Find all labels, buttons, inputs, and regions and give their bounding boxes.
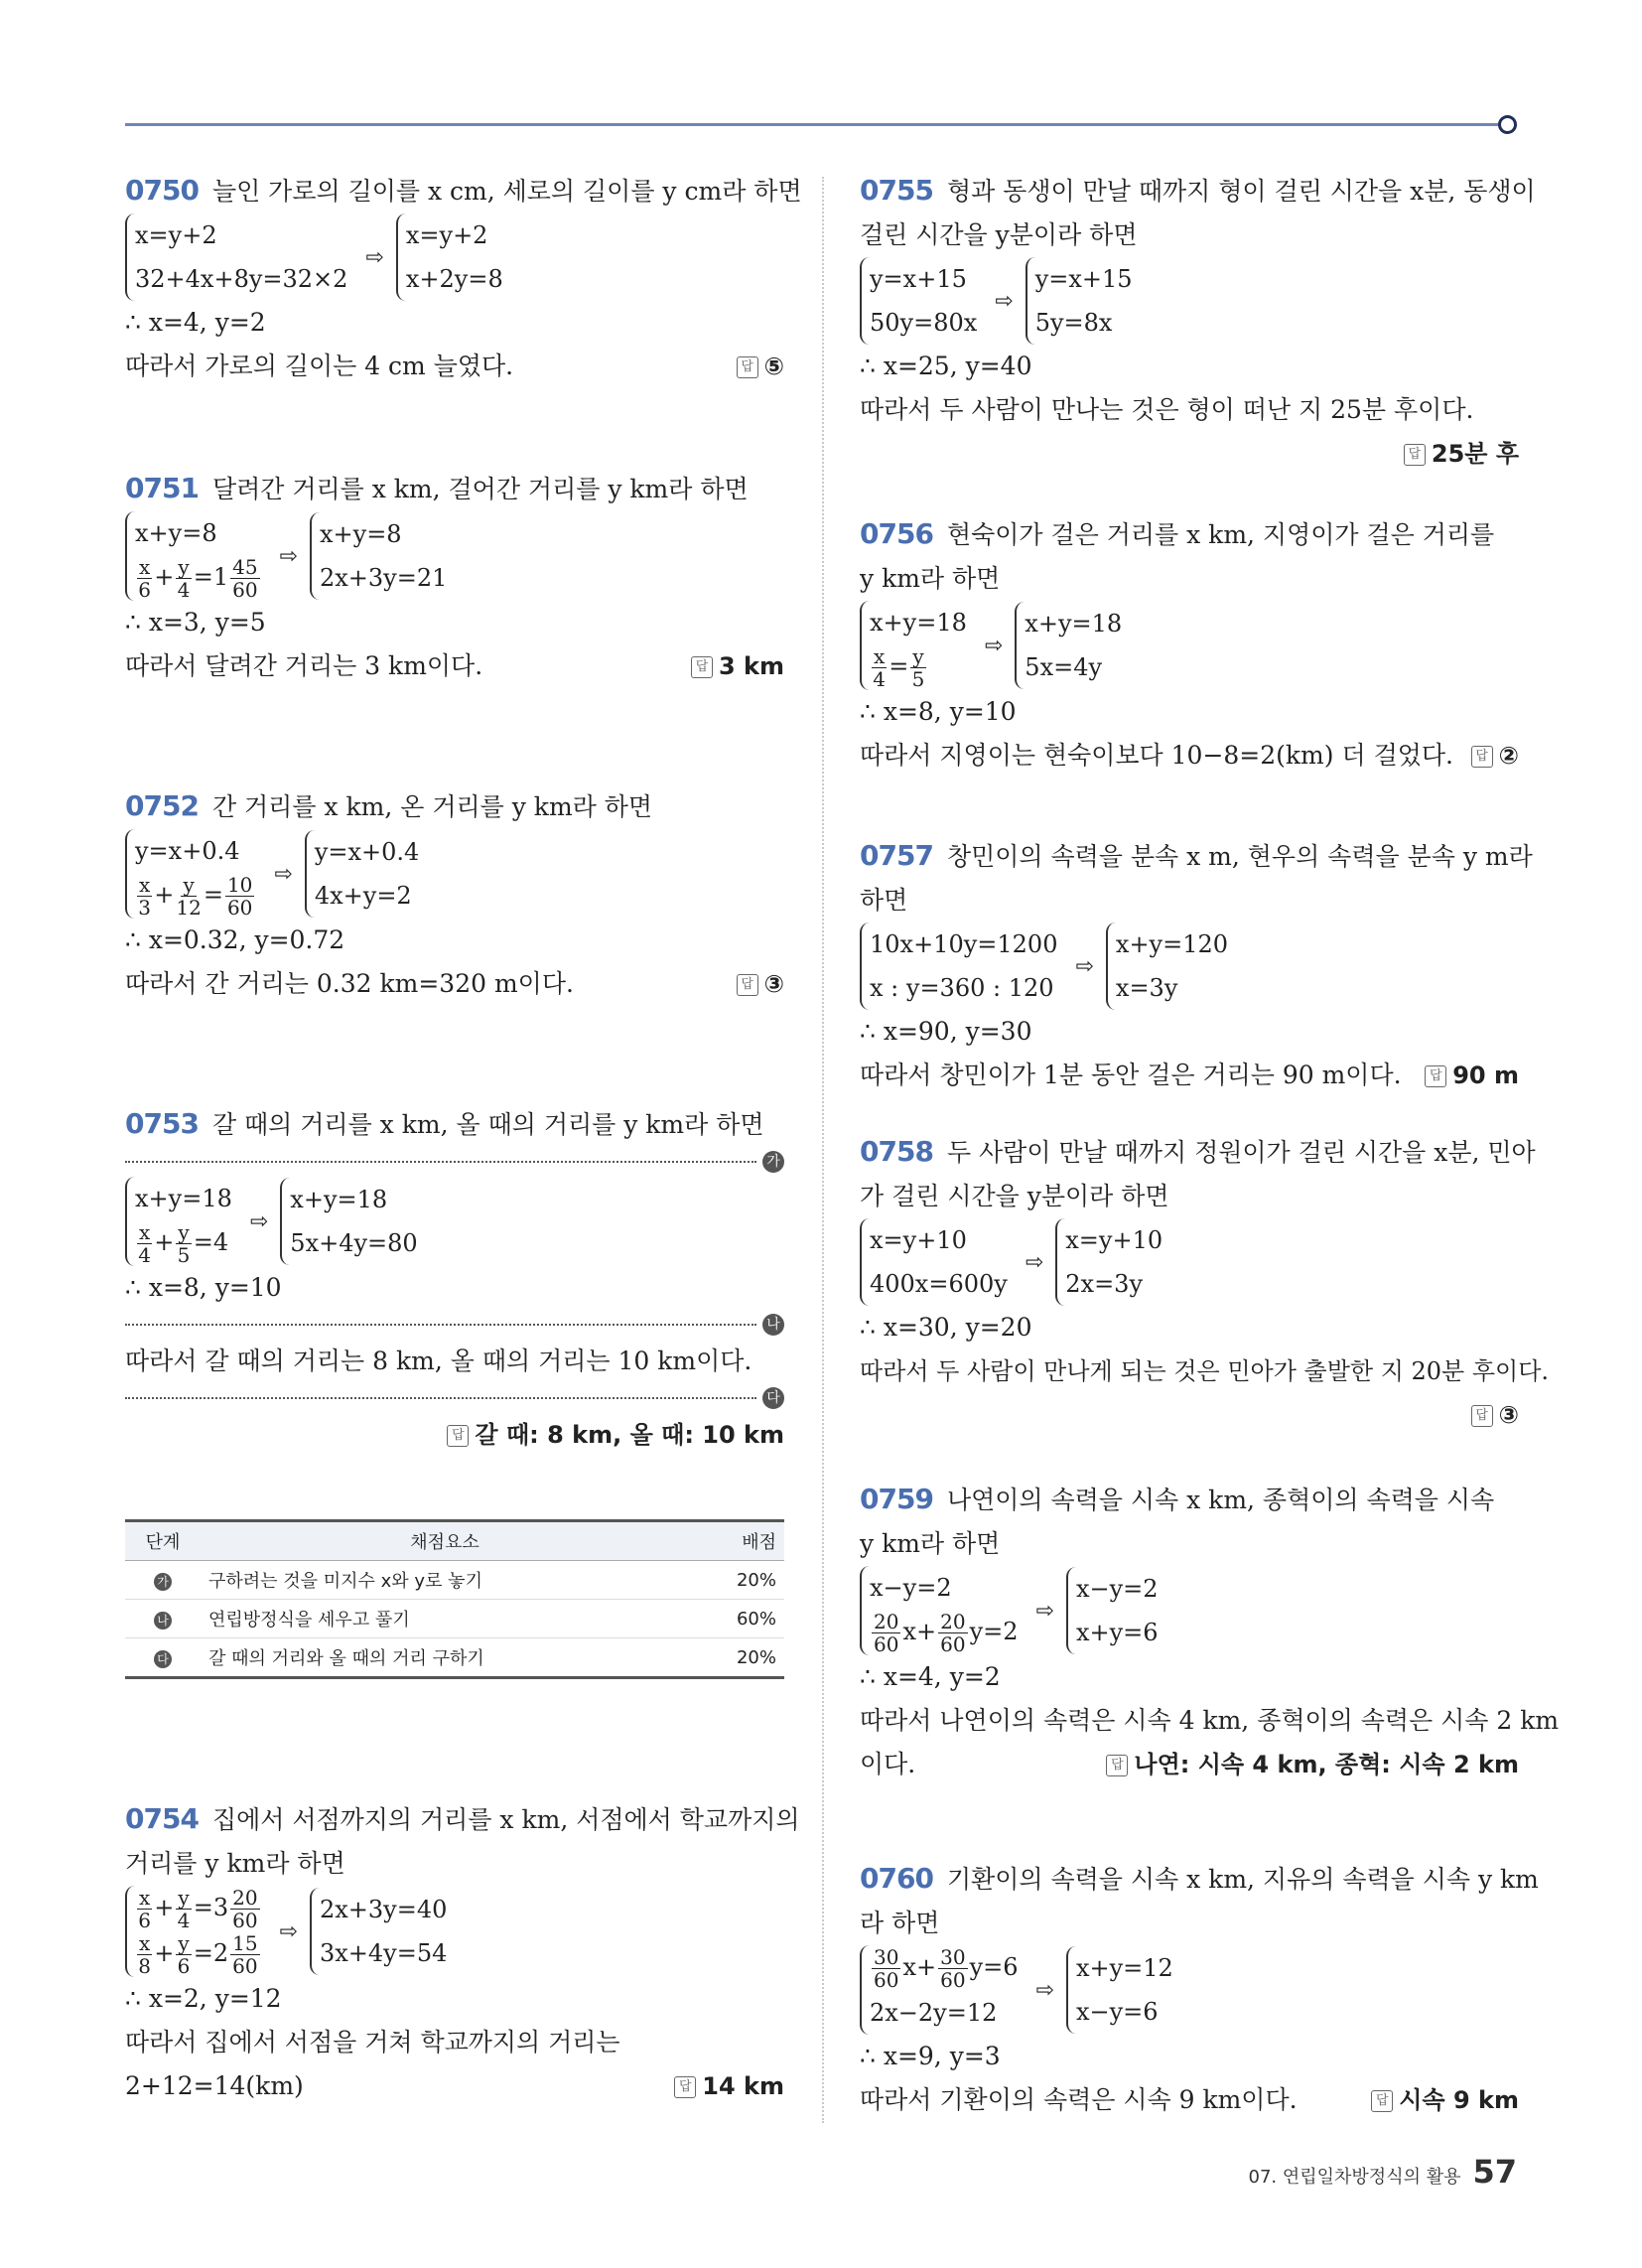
text-span: x=3y xyxy=(1115,974,1178,1002)
solution: ∴ x=3, y=5 xyxy=(125,608,266,637)
arrow-icon: ⇨ xyxy=(279,1918,298,1944)
problem-number: 0750 xyxy=(125,174,199,207)
text-span: x xyxy=(139,1886,151,1910)
equation-system: x+y=8 $\frac{x}{6}$ + $\frac{y}{4}$ =1 $\frac{45}{60}$ ⇨ x+y=8 2x+3y=21 xyxy=(125,511,784,601)
text-span: 20 xyxy=(940,1610,966,1633)
text-span: 20 xyxy=(874,1610,899,1633)
equation-system: $\frac{x}{6}$ + $\frac{y}{4}$ =3 $\frac{20}{60}$ $\frac{x}{8}$ + $\frac{y}{6}$ =2 $\frac{15}{60}$ ⇨ 2x+3y=40 3x+4y=54 xyxy=(125,1886,784,1977)
problem-intro: 간 거리를 x km, 온 거리를 y km라 하면 xyxy=(211,792,653,821)
answer xyxy=(1106,1743,1519,1786)
arrow-icon: ⇨ xyxy=(279,543,298,569)
solution: ∴ x=0.32, y=0.72 xyxy=(125,925,345,954)
text-span: 90 m xyxy=(1452,1062,1519,1089)
text-span: 거리를 y km라 하면 xyxy=(125,1849,345,1878)
equation-system xyxy=(860,922,1519,1010)
equation-system xyxy=(860,257,1519,345)
solution: ∴ x=9, y=3 xyxy=(860,2042,1001,2070)
arrow-icon: ⇨ xyxy=(274,861,293,887)
text-span: 60 xyxy=(232,578,258,602)
conclusion: 따라서 갈 때의 거리는 8 km, 올 때의 거리는 10 km이다. xyxy=(125,1347,753,1375)
problem-number: 0760 xyxy=(860,1862,933,1895)
conclusion: 따라서 두 사람이 만나게 되는 것은 민아가 출발한 지 20분 후이다. xyxy=(860,1357,1550,1385)
text-span: y xyxy=(178,555,190,579)
text-span: 20% xyxy=(689,1561,784,1600)
text-span: 20% xyxy=(689,1638,784,1678)
arrow-icon: ⇨ xyxy=(1035,1598,1054,1624)
text-span: x−y=2 xyxy=(1075,1575,1159,1603)
text-span: x xyxy=(139,873,151,897)
text-span: 5 xyxy=(177,1243,191,1267)
problem-0755 xyxy=(860,169,1536,476)
problem-intro: 기환이의 속력을 시속 x km, 지유의 속력을 시속 y km xyxy=(946,1865,1539,1894)
problem-number: 0751 xyxy=(125,472,199,504)
text-span: 60 xyxy=(232,1909,258,1932)
text-span: 32+4x+8y=32×2 xyxy=(135,265,348,293)
text-span: y km라 하면 xyxy=(860,564,1001,593)
answer xyxy=(691,644,784,688)
text-span: 4 xyxy=(138,1243,151,1267)
answer-icon: 답 xyxy=(1371,2090,1393,2112)
problem-number: 0759 xyxy=(860,1483,933,1515)
text-span: y=x+0.4 xyxy=(314,838,420,866)
text-span: 하면 xyxy=(860,886,908,915)
text-span: 이다. xyxy=(860,1750,916,1778)
arrow-icon: ⇨ xyxy=(995,288,1014,314)
equation-system: $\frac{30}{60}$ x+ $\frac{30}{60}$ y=6 2x−2y=12 ⇨ x+y=12 x−y=6 xyxy=(860,1945,1519,2035)
text-span: 3 xyxy=(138,896,151,920)
text-span: 5 xyxy=(911,667,925,691)
text-span: x+y=18 xyxy=(1025,610,1123,638)
text-span: y xyxy=(912,644,924,668)
text-span: 4x+y=2 xyxy=(314,882,412,910)
text-span: 연립방정식을 세우고 풀기 xyxy=(201,1600,689,1638)
answer xyxy=(737,962,784,1006)
text-span: 30 xyxy=(940,1945,966,1969)
arrow-icon: ⇨ xyxy=(1025,1249,1044,1275)
column-divider xyxy=(822,177,824,2123)
conclusion: 따라서 지영이는 현숙이보다 10−8=2(km) 더 걸었다. xyxy=(860,741,1453,770)
answer-icon: 답 xyxy=(737,974,758,996)
equation-system xyxy=(125,213,784,301)
chapter-title: 07. 연립일차방정식의 활용 xyxy=(1248,2167,1461,2188)
problem-0758 xyxy=(860,1130,1550,1437)
text-span: 14 km xyxy=(702,2072,784,2100)
text-span: 라 하면 xyxy=(860,1909,940,1937)
text-span: 10 xyxy=(226,873,253,897)
text-span: 5x+4y=80 xyxy=(290,1229,418,1257)
text-span: 2x=3y xyxy=(1065,1270,1144,1298)
text-span: 가 xyxy=(154,1573,172,1591)
answer-icon: 답 xyxy=(1106,1755,1128,1776)
text-span: x+y=18 xyxy=(290,1186,388,1213)
text-span: x : y=360 : 120 xyxy=(870,974,1054,1002)
conclusion: 따라서 창민이가 1분 동안 걸은 거리는 90 m이다. xyxy=(860,1061,1402,1089)
arrow-icon: ⇨ xyxy=(365,244,384,270)
problem-0757 xyxy=(860,834,1533,1097)
text-span: y=x+15 xyxy=(870,265,967,293)
solution: ∴ x=4, y=2 xyxy=(125,308,266,337)
problem-number: 0756 xyxy=(860,517,933,550)
text-span: 6 xyxy=(138,578,151,602)
table-row xyxy=(125,1561,784,1600)
solution: ∴ x=4, y=2 xyxy=(860,1662,1001,1691)
text-span: 60% xyxy=(689,1600,784,1638)
arrow-icon: ⇨ xyxy=(249,1208,269,1234)
text-span: x=y+10 xyxy=(1065,1226,1163,1254)
problem-0753 xyxy=(125,1102,784,1669)
text-span: y xyxy=(183,873,195,897)
step-divider-3 xyxy=(125,1383,784,1413)
text-span: =1 xyxy=(193,563,229,591)
problem-0752 xyxy=(125,784,784,1006)
problem-number: 0754 xyxy=(125,1802,199,1835)
text-span: ③ xyxy=(763,970,784,998)
answer xyxy=(1471,734,1519,778)
text-span: 10x+10y=1200 xyxy=(870,930,1058,958)
problem-intro: 늘인 가로의 길이를 x cm, 세로의 길이를 y cm라 하면 xyxy=(211,177,802,206)
text-span: 30 xyxy=(874,1945,899,1969)
text-span: x+y=6 xyxy=(1075,1619,1159,1646)
solution: ∴ x=2, y=12 xyxy=(125,1984,282,2013)
conclusion: 따라서 간 거리는 0.32 km=320 m이다. xyxy=(125,969,574,998)
conclusion: 따라서 나연이의 속력은 시속 4 km, 종혁이의 속력은 시속 2 km xyxy=(860,1706,1560,1735)
text-span: 5x=4y xyxy=(1025,653,1103,681)
text-span: 8 xyxy=(138,1954,151,1978)
page-footer xyxy=(1249,2153,1517,2191)
step-mark: 가 xyxy=(762,1151,784,1173)
text-span: 60 xyxy=(232,1954,258,1978)
conclusion: 따라서 기환이의 속력은 시속 9 km이다. xyxy=(860,2085,1298,2114)
text-span: 60 xyxy=(226,896,253,920)
arrow-icon: ⇨ xyxy=(1075,953,1094,979)
text-span: 4 xyxy=(177,1909,191,1932)
text-span: 2x+3y=21 xyxy=(319,564,448,592)
text-span: x+y=8 xyxy=(135,519,217,547)
problem-number: 0755 xyxy=(860,174,933,207)
problem-intro: 형과 동생이 만날 때까지 형이 걸린 시간을 x분, 동생이 xyxy=(946,177,1536,206)
problem-0754 xyxy=(125,1797,800,2108)
answer xyxy=(674,2064,784,2108)
text-span: 60 xyxy=(874,1968,899,1992)
text-span: x+y=120 xyxy=(1115,930,1229,958)
text-span: x+y=12 xyxy=(1075,1954,1173,1982)
text-span: y=x+15 xyxy=(1034,265,1133,293)
text-span: 걸린 시간을 y분이라 하면 xyxy=(860,220,1138,249)
text-span: 갈 때: 8 km, 올 때: 10 km xyxy=(475,1421,784,1449)
table-row xyxy=(125,1638,784,1678)
step-divider-1 xyxy=(125,1147,784,1177)
text-span: =4 xyxy=(193,1228,229,1256)
problem-0756 xyxy=(860,512,1519,778)
text-span: y km라 하면 xyxy=(860,1529,1001,1558)
text-span: x+y=18 xyxy=(870,609,967,637)
answer-icon: 답 xyxy=(1425,1065,1446,1087)
text-span: 2x−2y=12 xyxy=(870,1999,998,2027)
text-span: 400x=600y xyxy=(870,1270,1008,1298)
text-span: 시속 9 km xyxy=(1399,2086,1519,2114)
text-span: 나연: 시속 4 km, 종혁: 시속 2 km xyxy=(1134,1751,1519,1778)
problem-intro: 달려간 거리를 x km, 걸어간 거리를 y km라 하면 xyxy=(211,475,749,503)
text-span: x=y+10 xyxy=(870,1226,967,1254)
answer xyxy=(1471,1393,1519,1437)
text-span: 45 xyxy=(232,555,258,579)
table-row xyxy=(125,1600,784,1638)
conclusion: 따라서 가로의 길이는 4 cm 늘였다. xyxy=(125,352,514,380)
text-span: 가 걸린 시간을 y분이라 하면 xyxy=(860,1182,1169,1210)
text-span: 다 xyxy=(154,1650,172,1668)
problem-number: 0753 xyxy=(125,1107,199,1140)
text-span: 2+12=14(km) xyxy=(125,2071,304,2100)
problem-0759 xyxy=(860,1478,1560,1786)
top-rule xyxy=(125,123,1505,126)
problem-0760 xyxy=(860,1857,1539,2122)
text-span: x xyxy=(139,1931,151,1955)
text-span: =2 xyxy=(193,1939,229,1967)
answer-icon: 답 xyxy=(1471,746,1493,768)
text-span: y=x+0.4 xyxy=(135,837,240,865)
equation-system: x−y=2 $\frac{20}{60}$ x+ $\frac{20}{60}$ y=2 ⇨ x−y=2 x+y=6 xyxy=(860,1566,1519,1655)
text-span: 6 xyxy=(138,1909,151,1932)
text-span: x+2y=8 xyxy=(405,265,503,293)
text-span: 60 xyxy=(874,1632,899,1656)
problem-0751 xyxy=(125,467,784,688)
problem-intro: 집에서 서점까지의 거리를 x km, 서점에서 학교까지의 xyxy=(211,1805,800,1834)
problem-number: 0758 xyxy=(860,1135,933,1168)
conclusion: 따라서 집에서 서점을 거쳐 학교까지의 거리는 xyxy=(125,2028,620,2056)
solution: ∴ x=8, y=10 xyxy=(860,697,1017,726)
problem-intro: 창민이의 속력을 분속 x m, 현우의 속력을 분속 y m라 xyxy=(946,842,1533,871)
text-span: x=y+2 xyxy=(135,221,217,249)
answer-icon: 답 xyxy=(1471,1405,1493,1427)
text-span: x−y=6 xyxy=(1075,1998,1159,2026)
problem-intro: 두 사람이 만날 때까지 정원이가 걸린 시간을 x분, 민아 xyxy=(946,1138,1536,1167)
text-span: 4 xyxy=(177,578,191,602)
text-span: 15 xyxy=(232,1931,258,1955)
top-rule-dot xyxy=(1498,115,1517,134)
text-span: 60 xyxy=(940,1968,966,1992)
arrow-icon: ⇨ xyxy=(984,633,1004,658)
text-span: 3 km xyxy=(718,652,784,680)
answer-icon: 답 xyxy=(737,356,758,378)
answer xyxy=(1425,1054,1519,1097)
step-mark: 나 xyxy=(762,1314,784,1336)
equation-system: x+y=18 $\frac{x}{4}$ = $\frac{y}{5}$ ⇨ x+y=18 5x=4y xyxy=(860,601,1519,690)
answer-icon: 답 xyxy=(691,656,713,678)
text-span: 50y=80x xyxy=(870,309,978,337)
answer xyxy=(1404,432,1519,476)
text-span: ⑤ xyxy=(763,353,784,380)
text-span: 3x+4y=54 xyxy=(319,1939,448,1967)
problem-intro: 현숙이가 걸은 거리를 x km, 지영이가 걸은 거리를 xyxy=(946,520,1495,549)
step-mark: 다 xyxy=(762,1387,784,1409)
text-span: 4 xyxy=(873,667,886,691)
text-span: y xyxy=(178,1886,190,1910)
text-span: 갈 때의 거리와 올 때의 거리 구하기 xyxy=(201,1638,689,1678)
text-span: 6 xyxy=(177,1954,191,1978)
step-divider-2 xyxy=(125,1310,784,1340)
arrow-icon: ⇨ xyxy=(1035,1977,1054,2003)
scoring-table xyxy=(125,1519,784,1679)
answer-icon: 답 xyxy=(447,1425,469,1447)
problem-intro: 나연이의 속력을 시속 x km, 종혁이의 속력을 시속 xyxy=(946,1486,1495,1514)
text-span: x xyxy=(139,1220,151,1244)
text-span: 60 xyxy=(940,1632,966,1656)
text-span: y xyxy=(178,1220,190,1244)
problem-number: 0752 xyxy=(125,789,199,822)
text-span: ③ xyxy=(1498,1401,1519,1429)
text-span: 12 xyxy=(176,896,202,920)
solution: ∴ x=30, y=20 xyxy=(860,1313,1032,1342)
text-span: 배점 xyxy=(689,1521,784,1561)
text-span: y xyxy=(178,1931,190,1955)
text-span: 20 xyxy=(232,1886,258,1910)
answer xyxy=(447,1413,784,1457)
text-span: x=y+2 xyxy=(405,221,488,249)
conclusion: 따라서 달려간 거리는 3 km이다. xyxy=(125,651,483,680)
text-span: ② xyxy=(1498,742,1519,770)
text-span: x+y=18 xyxy=(135,1185,232,1212)
answer-icon: 답 xyxy=(1404,444,1426,466)
text-span: 단계 xyxy=(125,1521,201,1561)
text-span: =3 xyxy=(193,1894,229,1921)
text-span: 5y=8x xyxy=(1034,309,1113,337)
answer xyxy=(737,345,784,388)
text-span: 구하려는 것을 미지수 x와 y로 놓기 xyxy=(201,1561,689,1600)
text-span: 25분 후 xyxy=(1431,440,1519,468)
problem-number: 0757 xyxy=(860,839,933,872)
solution: ∴ x=25, y=40 xyxy=(860,352,1032,380)
problem-0750 xyxy=(125,169,802,388)
equation-system: x+y=18 $\frac{x}{4}$ + $\frac{y}{5}$ =4 ⇨ x+y=18 5x+4y=80 xyxy=(125,1177,784,1266)
answer-icon: 답 xyxy=(674,2076,696,2098)
text-span: x xyxy=(874,644,886,668)
equation-system xyxy=(860,1218,1519,1306)
answer xyxy=(1371,2078,1519,2122)
text-span: x+y=8 xyxy=(319,520,402,548)
equation-system: y=x+0.4 $\frac{x}{3}$ + $\frac{y}{12}$ = $\frac{10}{60}$ ⇨ y=x+0.4 4x+y=2 xyxy=(125,829,784,919)
problem-intro: 갈 때의 거리를 x km, 올 때의 거리를 y km라 하면 xyxy=(211,1110,764,1139)
text-span: 나 xyxy=(154,1612,172,1630)
text-span: x−y=2 xyxy=(870,1574,952,1602)
text-span: 2x+3y=40 xyxy=(319,1896,448,1923)
page-number: 57 xyxy=(1472,2153,1517,2191)
conclusion: 따라서 두 사람이 만나는 것은 형이 떠난 지 25분 후이다. xyxy=(860,395,1474,424)
text-span: 채점요소 xyxy=(201,1521,689,1561)
solution: ∴ x=90, y=30 xyxy=(860,1017,1032,1046)
solution: ∴ x=8, y=10 xyxy=(125,1273,282,1302)
text-span: x xyxy=(139,555,151,579)
